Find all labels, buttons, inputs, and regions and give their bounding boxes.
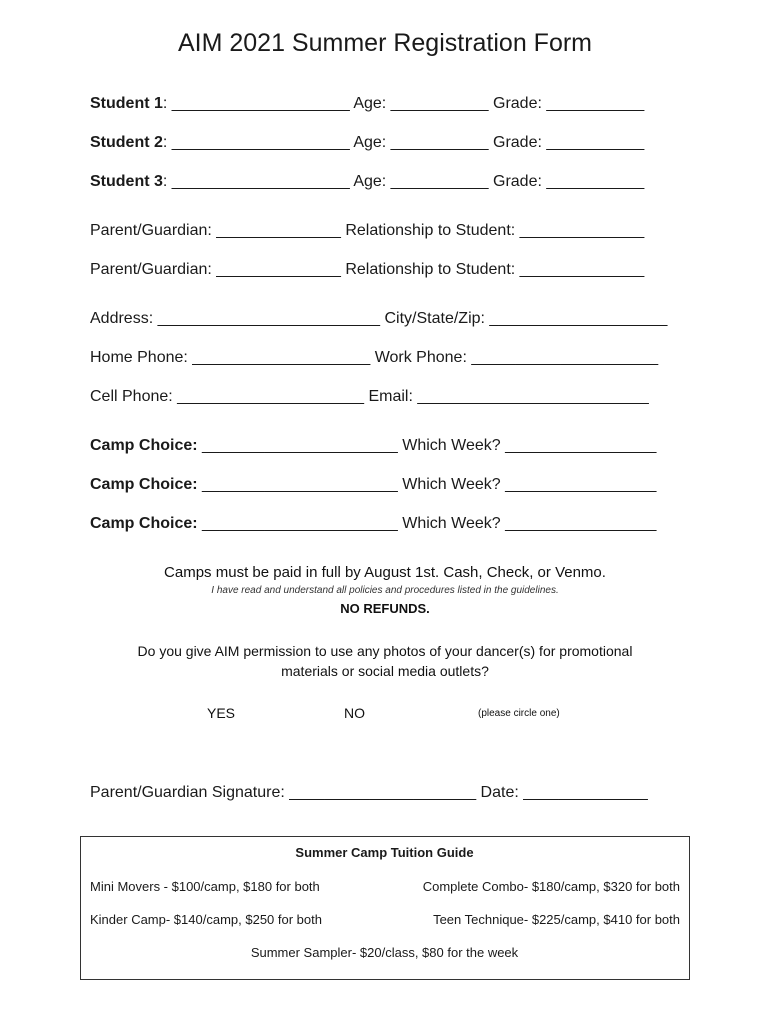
permission-no-option[interactable]: NO <box>344 705 365 721</box>
camp-choice-2-fields: ______________________ Which Week? _________________ <box>197 476 657 493</box>
camp-choice-1-line[interactable] <box>90 437 656 455</box>
camp-choice-1-fields: ______________________ Which Week? _________________ <box>197 437 657 454</box>
permission-yes-option[interactable]: YES <box>207 705 236 721</box>
student-1-label: Student 1 <box>90 95 163 112</box>
guardian-1-line[interactable]: Parent/Guardian: ______________ Relationship to Student: ______________ <box>90 222 645 239</box>
phone-line[interactable]: Home Phone: ____________________ Work Phone: _____________________ <box>90 349 659 366</box>
tuition-kinder-camp: Kinder Camp- $140/camp, $250 for both <box>90 912 322 927</box>
student-3-label: Student 3 <box>90 173 163 190</box>
tuition-guide-heading: Summer Camp Tuition Guide <box>295 845 474 860</box>
form-title: AIM 2021 Summer Registration Form <box>177 29 593 57</box>
camp-choice-3-line[interactable] <box>90 515 656 533</box>
camp-choice-3-label: Camp Choice: <box>90 515 198 532</box>
payment-notice: Camps must be paid in full by August 1st. Cash, Check, or Venmo. <box>164 564 606 581</box>
camp-choice-2-line[interactable] <box>90 476 656 494</box>
student-2-label: Student 2 <box>90 134 163 151</box>
tuition-guide-box <box>80 836 690 980</box>
circle-one-hint: (please circle one) <box>478 708 560 719</box>
tuition-complete-combo: Complete Combo- $180/camp, $320 for both <box>422 879 680 894</box>
photo-permission-question-line2: materials or social media outlets? <box>281 663 489 679</box>
photo-permission-question-line1: Do you give AIM permission to use any photos of your dancer(s) for promotional <box>137 643 633 659</box>
tuition-summer-sampler: Summer Sampler- $20/class, $80 for the week <box>250 945 519 960</box>
student-2-fields: : ____________________ Age: ___________ Grade: ___________ <box>162 134 645 151</box>
student-1-fields: : ____________________ Age: ___________ Grade: ___________ <box>162 95 645 112</box>
tuition-teen-technique: Teen Technique- $225/camp, $410 for both <box>433 912 680 927</box>
guidelines-acknowledgement: I have read and understand all policies and procedures listed in the guidelines. <box>211 585 559 596</box>
camp-choice-1-label: Camp Choice: <box>90 437 198 454</box>
student-1-line[interactable] <box>90 95 644 113</box>
student-2-line[interactable] <box>90 134 644 152</box>
no-refunds-notice: NO REFUNDS. <box>340 601 430 616</box>
camp-choice-3-fields: ______________________ Which Week? _________________ <box>197 515 657 532</box>
student-3-fields: : ____________________ Age: ___________ Grade: ___________ <box>162 173 645 190</box>
tuition-mini-movers: Mini Movers - $100/camp, $180 for both <box>90 879 320 894</box>
student-3-line[interactable] <box>90 173 644 191</box>
guardian-2-line[interactable]: Parent/Guardian: ______________ Relationship to Student: ______________ <box>90 261 645 278</box>
signature-line[interactable]: Parent/Guardian Signature: _____________________ Date: ______________ <box>90 784 648 801</box>
address-line[interactable]: Address: _________________________ City/State/Zip: ____________________ <box>90 310 668 327</box>
camp-choice-2-label: Camp Choice: <box>90 476 198 493</box>
cell-email-line[interactable]: Cell Phone: _____________________ Email: __________________________ <box>90 388 649 405</box>
